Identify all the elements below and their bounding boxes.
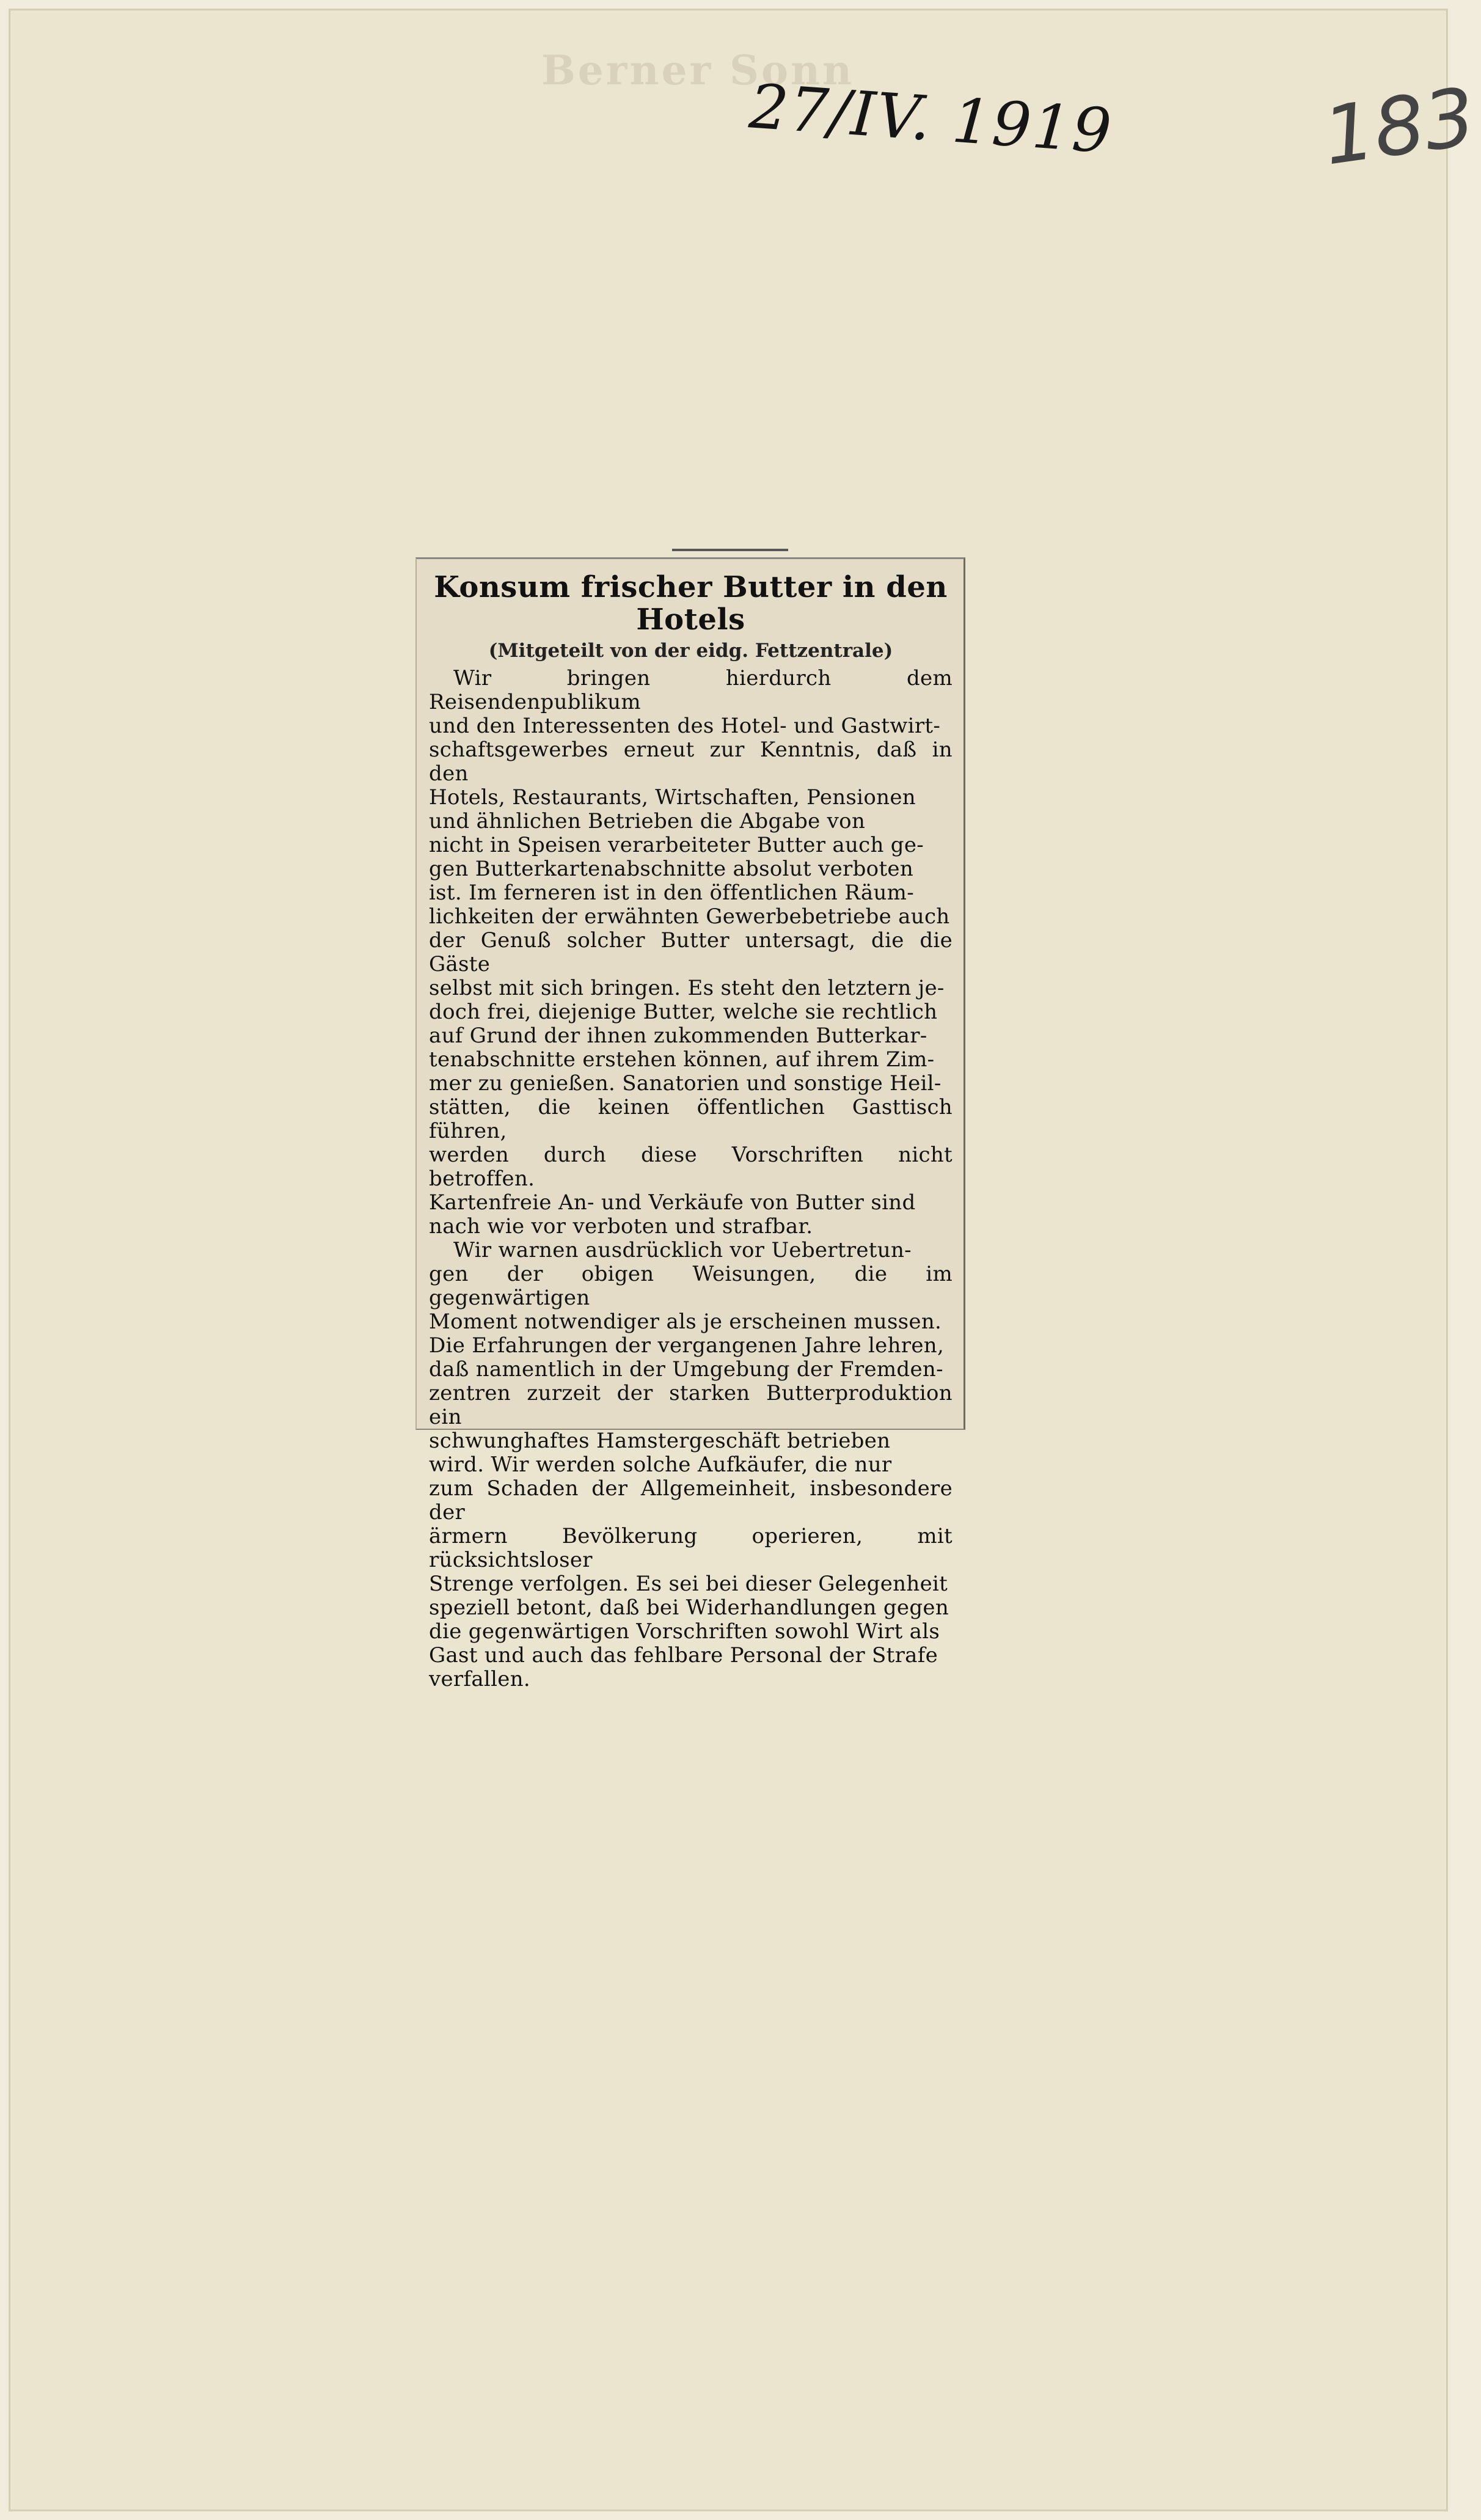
text-line: Strenge verfolgen. Es sei bei dieser Gelegenheit — [429, 1571, 948, 1596]
clipping-tear-mark — [672, 549, 788, 551]
text-line: speziell betont, daß bei Widerhandlungen gegen — [429, 1595, 949, 1620]
handwritten-page-number: 183 — [1317, 70, 1481, 183]
clipping-title: Konsum frischer Butter in den Hotels — [434, 570, 948, 637]
text-line: selbst mit sich bringen. Es steht den letztern je- — [429, 975, 945, 1000]
newspaper-clipping — [415, 557, 965, 1691]
clipping-subtitle: (Mitgeteilt von der eidg. Fettzentrale) — [488, 639, 893, 662]
text-line: lichkeiten der erwähnten Gewerbebetriebe auch — [429, 904, 950, 929]
text-line: stätten, die keinen öffentlichen Gasttisch führen, — [429, 1094, 953, 1143]
text-line: Gast und auch das fehlbare Personal der Strafe — [429, 1643, 938, 1668]
text-line: Kartenfreie An- und Verkäufe von Butter sind — [429, 1190, 916, 1215]
text-line: Hotels, Restaurants, Wirtschaften, Pensionen — [429, 785, 916, 810]
text-line: gen der obigen Weisungen, die im gegenwärtigen — [429, 1261, 953, 1310]
text-line: ärmern Bevölkerung operieren, mit rücksichtsloser — [429, 1523, 953, 1572]
text-line: Wir warnen ausdrücklich vor Uebertretun- — [453, 1237, 912, 1262]
text-line: schwunghaftes Hamstergeschäft betrieben — [429, 1428, 891, 1453]
text-line: wird. Wir werden solche Aufkäufer, die nur — [429, 1452, 892, 1477]
text-line: Moment notwendiger als je erscheinen mussen. — [429, 1309, 942, 1334]
text-line: und ähnlichen Betrieben die Abgabe von — [429, 808, 866, 833]
clipping-body — [429, 667, 953, 1691]
text-line: gen Butterkartenabschnitte absolut verboten — [429, 856, 914, 881]
text-line: zentren zurzeit der starken Butterproduktion ein — [429, 1380, 953, 1429]
text-line: Die Erfahrungen der vergangenen Jahre lehren, — [429, 1333, 945, 1358]
text-line: verfallen. — [429, 1666, 531, 1691]
text-line: nicht in Speisen verarbeiteter Butter auch ge- — [429, 832, 924, 857]
faded-stamp: Berner Sonn — [541, 46, 854, 94]
text-line: Wir bringen hierdurch dem Reisendenpublikum — [429, 665, 953, 714]
text-line: mer zu genießen. Sanatorien und sonstige Heil- — [429, 1071, 942, 1096]
handwritten-date: 27/IV. 1919 — [747, 70, 1115, 167]
text-line: die gegenwärtigen Vorschriften sowohl Wirt als — [429, 1619, 940, 1644]
text-line: auf Grund der ihnen zukommenden Butterkar- — [429, 1023, 927, 1048]
text-line: nach wie vor verboten und strafbar. — [429, 1214, 813, 1239]
text-line: zum Schaden der Allgemeinheit, insbesondere der — [429, 1476, 953, 1525]
text-line: ist. Im ferneren ist in den öffentlichen Räum- — [429, 880, 915, 905]
text-line: der Genuß solcher Butter untersagt, die die Gäste — [429, 928, 953, 976]
text-line: doch frei, diejenige Butter, welche sie rechtlich — [429, 999, 938, 1024]
text-line: werden durch diese Vorschriften nicht betroffen. — [429, 1142, 953, 1191]
text-line: schaftsgewerbes erneut zur Kenntnis, daß in den — [429, 737, 953, 786]
text-line: tenabschnitte erstehen können, auf ihrem Zim- — [429, 1047, 935, 1072]
text-line: daß namentlich in der Umgebung der Fremden- — [429, 1357, 943, 1382]
text-line: und den Interessenten des Hotel- und Gastwirt- — [429, 713, 941, 738]
